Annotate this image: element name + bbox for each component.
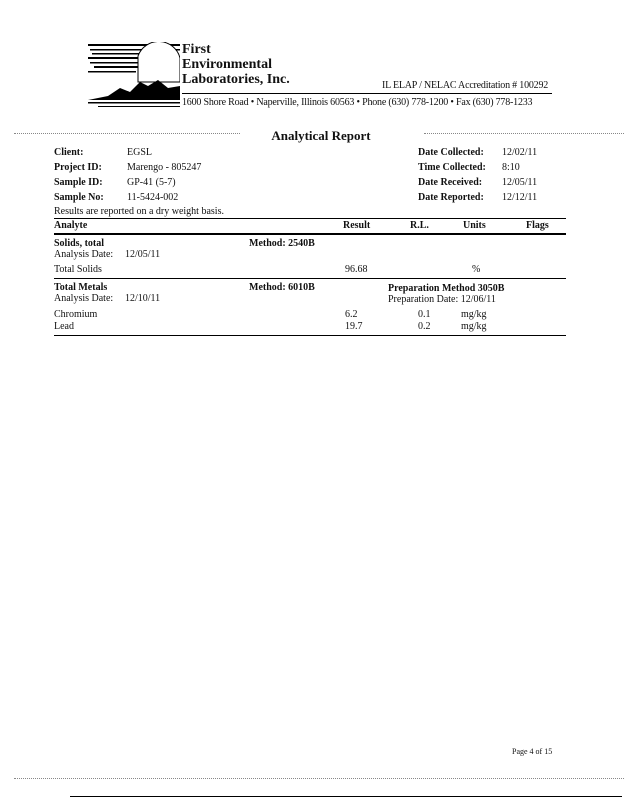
address-text: 1600 Shore Road • Naperville, Illinois 60563 • Phone (630) 778-1200 • Fax (630) 778-1233	[182, 97, 533, 108]
project-id-label: Project ID:	[54, 162, 102, 173]
row-chromium-rl: 0.1	[418, 309, 431, 320]
bottom-edge-rule	[70, 796, 622, 797]
section-metals-analysis-date-label: Analysis Date:	[54, 293, 114, 304]
section-metals-prep-method: Preparation Method 3050B	[388, 283, 505, 294]
row-lead-units: mg/kg	[461, 321, 487, 332]
company-name	[182, 42, 290, 87]
row-lead-result: 19.7	[345, 321, 363, 332]
bottom-dotted-line	[14, 778, 624, 779]
section-divider	[54, 278, 566, 279]
company-name-line1: First	[182, 42, 211, 57]
header-rule	[182, 93, 552, 94]
project-id-value: Marengo - 805247	[127, 162, 202, 173]
company-name-line3: Laboratories, Inc.	[182, 72, 290, 87]
col-header-flags: Flags	[526, 220, 549, 231]
sample-id-label: Sample ID:	[54, 177, 103, 188]
section-metals-prep-date: Preparation Date: 12/06/11	[388, 294, 496, 305]
date-collected-value: 12/02/11	[502, 147, 538, 158]
section-solids-analysis-date-label: Analysis Date:	[54, 249, 114, 260]
date-collected-label: Date Collected:	[418, 147, 484, 158]
row-lead-rl: 0.2	[418, 321, 431, 332]
col-header-analyte: Analyte	[54, 220, 88, 231]
time-collected-label: Time Collected:	[418, 162, 486, 173]
table-header-rule	[54, 233, 566, 235]
accreditation-text: IL ELAP / NELAC Accreditation # 100292	[382, 80, 549, 91]
sample-no-label: Sample No:	[54, 192, 104, 203]
row-chromium-result: 6.2	[345, 309, 358, 320]
row-total-solids-result: 96.68	[345, 264, 368, 275]
time-collected-value: 8:10	[502, 162, 520, 173]
row-chromium-units: mg/kg	[461, 309, 487, 320]
client-label: Client:	[54, 147, 84, 158]
table-bottom-rule	[54, 335, 566, 336]
section-solids-method: Method: 2540B	[249, 238, 315, 249]
sample-id-value: GP-41 (5-7)	[127, 177, 176, 188]
row-total-solids-units: %	[472, 264, 481, 275]
sample-no-value: 11-5424-002	[127, 192, 179, 203]
col-header-result: Result	[343, 220, 371, 231]
date-reported-value: 12/12/11	[502, 192, 538, 203]
section-solids-analysis-date: 12/05/11	[125, 249, 161, 260]
company-logo	[88, 42, 180, 110]
row-lead-analyte: Lead	[54, 321, 74, 332]
date-reported-label: Date Reported:	[418, 192, 484, 203]
table-top-rule	[54, 218, 566, 219]
company-name-line2: Environmental	[182, 57, 272, 72]
section-metals-name: Total Metals	[54, 282, 108, 293]
col-header-units: Units	[463, 220, 486, 231]
col-header-rl: R.L.	[410, 220, 429, 231]
date-received-value: 12/05/11	[502, 177, 538, 188]
section-metals-analysis-date: 12/10/11	[125, 293, 161, 304]
row-total-solids-analyte: Total Solids	[54, 264, 102, 275]
date-received-label: Date Received:	[418, 177, 483, 188]
report-title: Analytical Report	[271, 128, 371, 143]
page-number: Page 4 of 15	[512, 747, 553, 756]
client-value: EGSL	[127, 147, 152, 158]
row-chromium-analyte: Chromium	[54, 309, 98, 320]
dry-weight-note: Results are reported on a dry weight basis.	[54, 206, 224, 217]
section-metals-method: Method: 6010B	[249, 282, 315, 293]
section-solids-name: Solids, total	[54, 238, 105, 249]
